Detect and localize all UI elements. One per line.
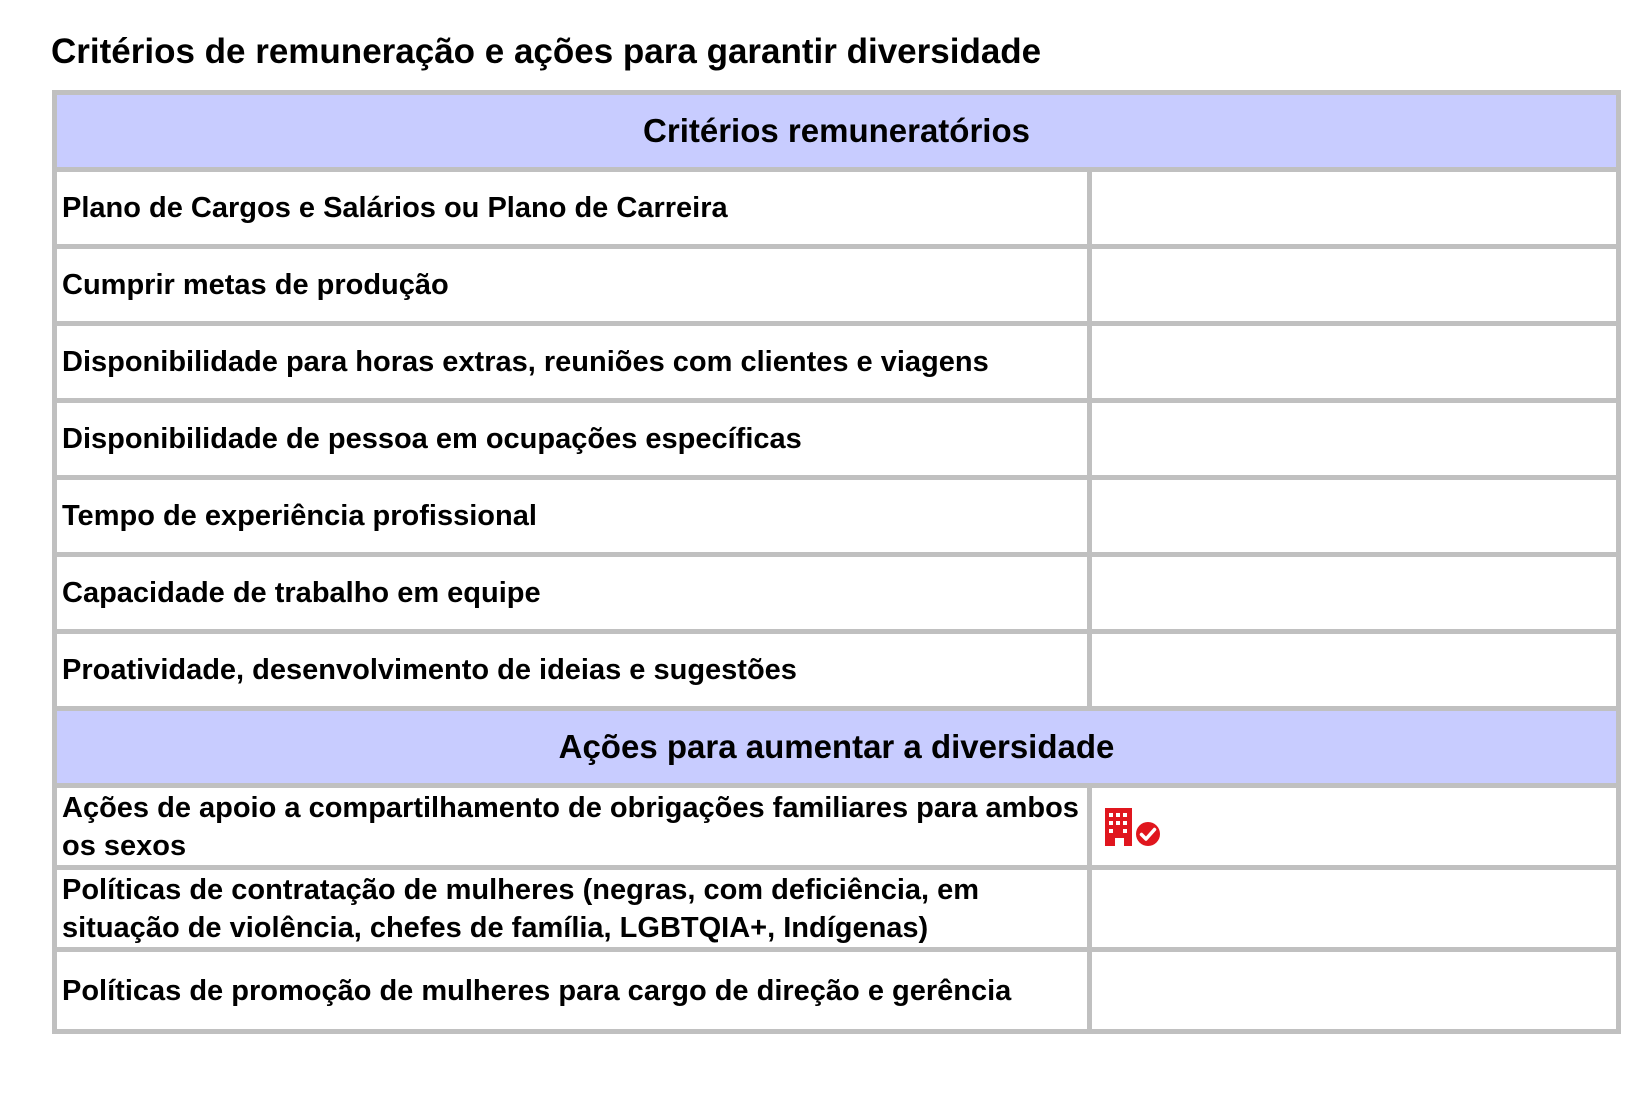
page-title: Critérios de remuneração e ações para garantir diversidade: [51, 32, 1042, 71]
criterion-label: Cumprir metas de produção: [55, 247, 1090, 324]
criterion-label: Plano de Cargos e Salários ou Plano de Carreira: [55, 170, 1090, 247]
criterion-label: Disponibilidade de pessoa em ocupações específicas: [55, 401, 1090, 478]
table-row: [55, 170, 1619, 247]
criterion-value: [1090, 786, 1619, 868]
table-row: [55, 950, 1619, 1032]
criterion-value: [1090, 401, 1619, 478]
table-row: [55, 324, 1619, 401]
criterion-label: Políticas de promoção de mulheres para cargo de direção e gerência: [55, 950, 1090, 1032]
criteria-table: [52, 90, 1621, 1034]
section-title: Critérios remuneratórios: [55, 93, 1619, 170]
criterion-label: Proatividade, desenvolvimento de ideias e sugestões: [55, 632, 1090, 709]
criterion-label: Disponibilidade para horas extras, reuniões com clientes e viagens: [55, 324, 1090, 401]
criterion-value: [1090, 324, 1619, 401]
section-header-row: [55, 709, 1619, 786]
table-row: [55, 401, 1619, 478]
criterion-value: [1090, 950, 1619, 1032]
table-row: [55, 632, 1619, 709]
table-row: [55, 868, 1619, 950]
table-row: [55, 247, 1619, 324]
table-row: [55, 555, 1619, 632]
criterion-value: [1090, 170, 1619, 247]
table-row: [55, 786, 1619, 868]
company-check-icon: [1104, 804, 1162, 850]
criterion-value: [1090, 632, 1619, 709]
criterion-value: [1090, 478, 1619, 555]
criterion-label: Tempo de experiência profissional: [55, 478, 1090, 555]
criterion-value: [1090, 868, 1619, 950]
criterion-label: Políticas de contratação de mulheres (negras, com deficiência, em situação de violência, chefes de família, LGBTQIA+, Indígenas): [55, 868, 1090, 950]
criterion-label: Ações de apoio a compartilhamento de obrigações familiares para ambos os sexos: [55, 786, 1090, 868]
section-header-row: [55, 93, 1619, 170]
section-title: Ações para aumentar a diversidade: [55, 709, 1619, 786]
table-row: [55, 478, 1619, 555]
criterion-label: Capacidade de trabalho em equipe: [55, 555, 1090, 632]
criterion-value: [1090, 555, 1619, 632]
criterion-value: [1090, 247, 1619, 324]
